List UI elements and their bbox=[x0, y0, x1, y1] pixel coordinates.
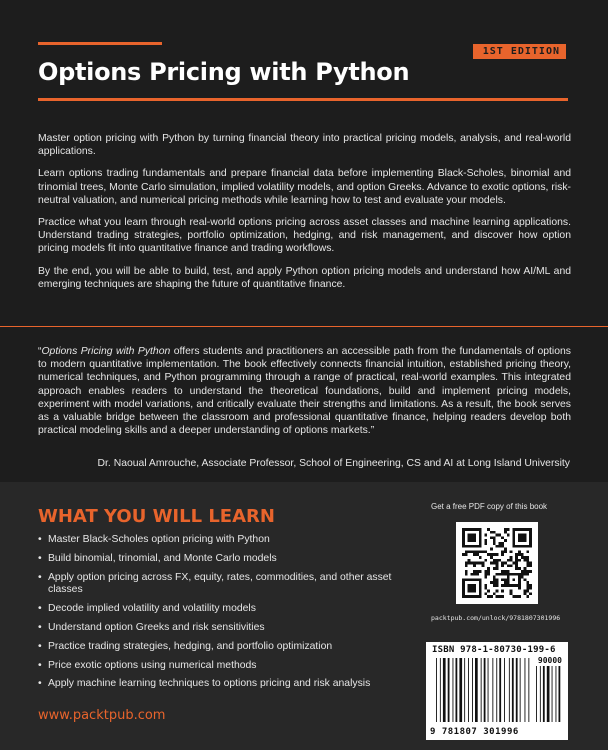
testimonial-quote bbox=[38, 345, 571, 437]
publisher-website[interactable]: www.packtpub.com bbox=[38, 708, 166, 723]
free-pdf-url[interactable]: packtpub.com/unlock/9781807301996 bbox=[431, 614, 561, 622]
learn-item: • Apply machine learning techniques to options pricing and risk analysis bbox=[38, 678, 408, 691]
isbn-text: ISBN 978-1-80730-199-6 bbox=[432, 645, 556, 655]
learn-item: • Decode implied volatility and volatility models bbox=[38, 603, 408, 616]
learn-item: • Apply option pricing across FX, equity, rates, commodities, and other asset classes bbox=[38, 572, 408, 598]
price-addon: 90000 bbox=[537, 656, 562, 665]
qr-code[interactable] bbox=[456, 522, 538, 604]
learn-heading: WHAT YOU WILL LEARN bbox=[38, 506, 275, 527]
description-paragraph: Master option pricing with Python by turning financial theory into practical pricing models, analysis, and real-world applications. bbox=[38, 133, 571, 158]
book-description bbox=[38, 132, 571, 300]
barcode-number: 9 781807 301996 bbox=[430, 727, 519, 737]
description-paragraph: Learn options trading fundamentals and prepare financial data before implementing Black-Scholes, binomial and trinomial trees, Monte Carlo simulation, implied volatility models, and option Greeks. Advance to exotic options, risk-neutral valuation, and numerical pricing methods while learning how to test and evaluate your models. bbox=[38, 168, 571, 206]
learn-list bbox=[38, 534, 408, 697]
barcode-block bbox=[426, 642, 568, 740]
qr-code-icon bbox=[462, 528, 532, 598]
section-divider bbox=[0, 326, 608, 327]
description-paragraph: By the end, you will be able to build, test, and apply Python option pricing models and understand how AI/ML and emerging techniques are shaping the future of quantitative finance. bbox=[38, 265, 571, 290]
learn-item: • Master Black-Scholes option pricing with Python bbox=[38, 534, 408, 547]
quote-open-mark: “ bbox=[38, 346, 42, 357]
testimonial-attribution: Dr. Naoual Amrouche, Associate Professor, School of Engineering, CS and AI at Long Island University bbox=[97, 458, 570, 469]
learn-item: • Build binomial, trinomial, and Monte Carlo models bbox=[38, 553, 408, 566]
title-underline bbox=[38, 98, 568, 101]
accent-bar-top bbox=[38, 42, 162, 45]
description-paragraph: Practice what you learn through real-world options pricing across asset classes and machine learning applications. Understand trading strategies, portfolio optimization, hedging, and risk management, and discover how option pricing models fit into quantitative finance and trading workflows. bbox=[38, 217, 571, 255]
learn-item: • Understand option Greeks and risk sensitivities bbox=[38, 622, 408, 635]
book-title: Options Pricing with Python bbox=[38, 58, 410, 86]
learn-item: • Price exotic options using numerical methods bbox=[38, 660, 408, 673]
quote-book-title: Options Pricing with Python bbox=[41, 346, 171, 357]
quote-text: offers students and practitioners an accessible path from the fundamentals of options to modern quantitative implementation. The book effectively connects financial intuition, established pricing theory, numerical techniques, and Python programming through a range of practical, real-world examples. This integrated approach enables readers to understand the theoretical foundations, build and implement pricing models, experiment with model variations, and critically evaluate their strengths and limitations. As a result, the book serves as a valuable bridge between the classroom and professional quantitative finance, helping readers develop both practical modeling skills and a deeper understanding of options markets.” bbox=[38, 346, 571, 437]
barcode-icon bbox=[426, 642, 568, 740]
learn-item: • Practice trading strategies, hedging, and portfolio optimization bbox=[38, 641, 408, 654]
free-pdf-label: Get a free PDF copy of this book bbox=[431, 502, 548, 511]
edition-badge: 1ST EDITION bbox=[473, 44, 566, 59]
